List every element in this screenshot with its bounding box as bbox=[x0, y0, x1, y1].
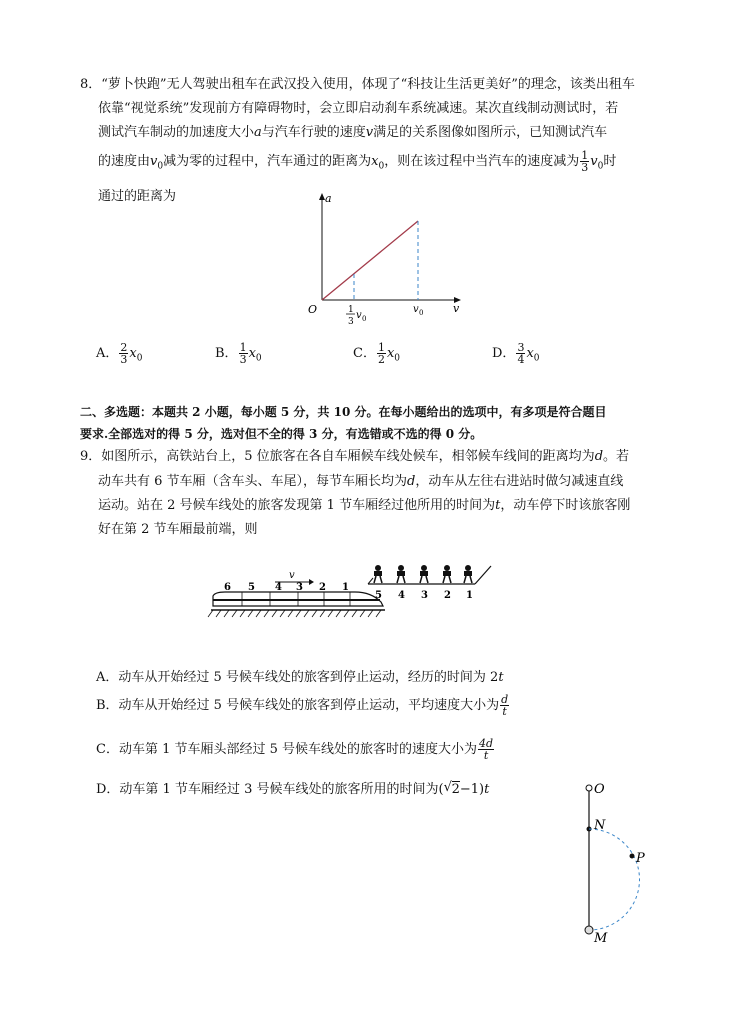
q9-line3: 运动。站在 2 号候车线处的旅客发现第 1 节车厢经过他所用的时间为t，动车停下时该旅客刚 bbox=[98, 498, 631, 513]
q8-line4: 的速度由$v_0$减为零的过程中，汽车通过的距离为$x_0$，则在该过程中当汽车的速度减为 $\frac{1}{3}$ $v_0$时 bbox=[98, 149, 617, 174]
semicircle-arc bbox=[589, 829, 640, 930]
a-v-line bbox=[322, 221, 418, 300]
line-number-1: 1 bbox=[466, 590, 473, 601]
car-number-1: 1 bbox=[342, 582, 349, 593]
car-number-2: 2 bbox=[319, 582, 326, 593]
car-number-6: 6 bbox=[224, 582, 231, 593]
q8-line3: 测试汽车制动的加速度大小a与汽车行驶的速度v满足的关系图像如图所示，已知测试汽车 bbox=[98, 125, 608, 140]
car-number-5: 5 bbox=[248, 582, 255, 593]
y-axis-label: a bbox=[325, 192, 332, 205]
label-m: M bbox=[594, 931, 608, 946]
section2-line1: 二、多选题：本题共 2 小题，每小题 5 分，共 10 分。在每小题给出的选项中，有多项是符合题目 bbox=[80, 405, 607, 419]
q9-option-a: A．动车从开始经过 5 号候车线处的旅客到停止运动，经历的时间为 2t bbox=[96, 670, 504, 685]
tick1-num: 1 bbox=[348, 305, 354, 315]
figure-onpm bbox=[575, 776, 655, 946]
q8-line5: 通过的距离为 bbox=[98, 189, 177, 204]
tick1-sub: 0 bbox=[362, 315, 367, 323]
tick2-var: v bbox=[413, 304, 419, 315]
line-number-4: 4 bbox=[398, 590, 405, 601]
q9-option-b: B．动车从开始经过 5 号候车线处的旅客到停止运动，平均速度大小为 $\frac{d}{t}$ bbox=[96, 693, 509, 718]
q8-option-a: A． $\frac{2}{3}$ $x_0$ bbox=[96, 341, 143, 366]
passenger-4 bbox=[397, 565, 405, 583]
passenger-3 bbox=[420, 565, 428, 583]
tick1-var: v bbox=[356, 310, 362, 321]
label-p: P bbox=[636, 851, 645, 866]
line-number-3: 3 bbox=[421, 590, 428, 601]
point-m bbox=[585, 926, 593, 934]
q8-number: 8． bbox=[80, 77, 102, 92]
passengers bbox=[374, 565, 472, 583]
section2-line2: 要求.全部选对的得 5 分，选对但不全的得 3 分，有选错或不选的得 0 分。 bbox=[80, 427, 483, 441]
q9-train-figure bbox=[205, 560, 505, 628]
q8-option-d: D． $\frac{3}{4}$ $x_0$ bbox=[492, 341, 540, 366]
q9-option-c: C．动车第 1 节车厢头部经过 5 号候车线处的旅客时的速度大小为 $\frac{4d}{t}$ bbox=[96, 737, 494, 762]
passenger-5 bbox=[374, 565, 382, 583]
line-number-2: 2 bbox=[444, 590, 451, 601]
label-n: N bbox=[594, 818, 606, 833]
point-p bbox=[630, 854, 635, 859]
tick1-den: 3 bbox=[348, 317, 354, 327]
q8-fraction: $\frac{1}{3}$ bbox=[581, 149, 589, 174]
q9-line2: 动车共有 6 节车厢（含车头、车尾），每节车厢长均为d，动车从左往右进站时做匀减速直线 bbox=[98, 474, 624, 489]
tick2-sub: 0 bbox=[419, 309, 424, 317]
car-number-4: 4 bbox=[275, 582, 282, 593]
line-number-5: 5 bbox=[375, 590, 382, 601]
q9-option-d: D．动车第 1 节车厢经过 3 号候车线处的旅客所用的时间为( √ 2−1)t bbox=[96, 780, 490, 797]
q8-line2: 依靠“视觉系统”发现前方有障碍物时，会立即启动刹车系统减速。某次直线制动测试时，若 bbox=[98, 101, 619, 116]
q8-option-b: B． $\frac{1}{3}$ $x_0$ bbox=[215, 341, 262, 366]
sqrt-expression: √ 2 bbox=[443, 780, 460, 797]
passenger-2 bbox=[443, 565, 451, 583]
passenger-1 bbox=[464, 565, 472, 583]
x-axis-label: v bbox=[453, 302, 460, 315]
origin-label: O bbox=[308, 303, 318, 316]
q9-line4: 好在第 2 节车厢最前端，则 bbox=[98, 522, 258, 537]
ground-hatch bbox=[208, 610, 381, 617]
velocity-label: v bbox=[289, 570, 295, 581]
label-o: O bbox=[594, 782, 605, 797]
q8-av-graph bbox=[305, 188, 475, 328]
q9-line1: 9．如图所示，高铁站台上，5 位旅客在各自车厢候车线处候车，相邻候车线间的距离均为d。若 bbox=[80, 449, 630, 464]
q8-line1: 8．“萝卜快跑”无人驾驶出租车在武汉投入使用，体现了“科技让生活更美好”的理念，该类出租车 bbox=[80, 77, 635, 92]
point-o bbox=[586, 785, 592, 791]
car-number-3: 3 bbox=[296, 582, 303, 593]
q8-option-c: C． $\frac{1}{2}$ $x_0$ bbox=[353, 341, 401, 366]
